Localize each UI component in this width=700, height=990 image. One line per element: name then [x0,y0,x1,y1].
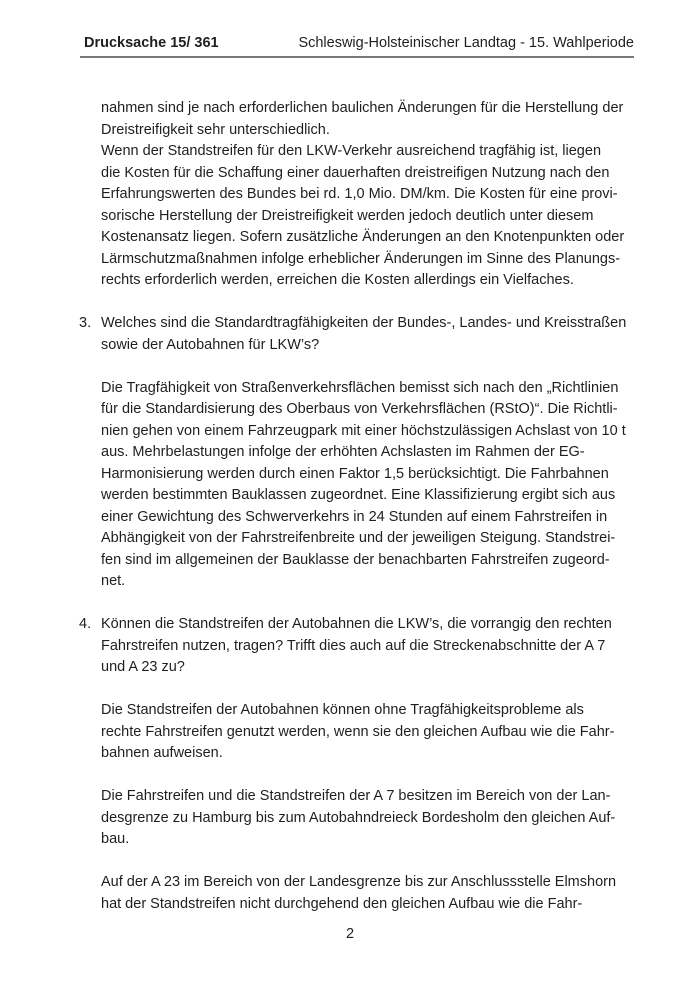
paragraph [101,700,627,765]
paragraph [101,378,627,593]
text-line: Dreistreifigkeit sehr unterschiedlich. [101,121,330,138]
paragraph [101,872,627,915]
text-line: einer Gewichtung des Schwerverkehrs in 24 Stunden auf einem Fahrstreifen in [101,508,608,525]
text-line: sowie der Autobahnen für LKW’s? [101,336,320,353]
text-line: Können die Standstreifen der Autobahnen die LKW’s, die vorrangig den rechten [101,616,612,632]
text-line: Die Fahrstreifen und die Standstreifen der A 7 besitzen im Bereich von der Lan- [101,788,611,804]
text-line: Abhängigkeit von der Fahrstreifenbreite und der jeweiligen Steigung. Standstrei- [101,530,616,546]
text-line: werden bestimmten Bauklassen zugeordnet. Eine Klassifizierung ergibt sich aus [101,487,616,503]
text-line: Lärmschutzmaßnahmen infolge erheblicher Änderungen im Sinne des Planungs- [101,250,621,267]
text-line: Auf der A 23 im Bereich von der Landesgrenze bis zur Anschlussstelle Elmshorn [101,874,617,890]
paragraph [101,98,627,292]
text-line: nien gehen von einem Fahrzeugpark mit einer höchstzulässigen Achslast von 10 t [101,422,626,439]
question-number: 3. [79,315,92,331]
text-line: rechte Fahrstreifen genutzt werden, wenn sie den gleichen Aufbau wie die Fahr- [101,723,615,740]
parliament-title: Schleswig-Holsteinischer Landtag - 15. Wahlperiode [298,35,634,51]
text-line: Wenn der Standstreifen für den LKW-Verkehr ausreichend tragfähig ist, liegen [101,143,602,159]
text-line: rechts erforderlich werden, erreichen die Kosten allerdings ein Vielfaches. [101,272,574,288]
question-item [79,614,627,679]
text-line: bau. [101,831,130,847]
text-line: hat der Standstreifen nicht durchgehend den gleichen Aufbau wie die Fahr- [101,895,583,912]
text-line: und A 23 zu? [101,659,185,675]
text-line: Fahrstreifen nutzen, tragen? Trifft dies auch auf die Streckenabschnitte der A 7 [101,637,606,654]
text-line: Die Standstreifen der Autobahnen können ohne Tragfähigkeitsprobleme als [101,702,584,718]
text-line: Die Tragfähigkeit von Straßenverkehrsflächen bemisst sich nach den „Richtlinien [101,379,619,396]
page-number: 2 [345,926,355,942]
text-line: die Kosten für die Schaffung einer dauerhaften dreistreifigen Nutzung nach den [101,164,610,181]
text-line: bahnen aufweisen. [101,745,223,761]
text-line: net. [101,573,126,589]
question-number: 4. [79,616,92,632]
text-line: desgrenze zu Hamburg bis zum Autobahndreieck Bordesholm den gleichen Auf- [101,809,616,826]
paragraph [101,786,627,851]
text-line: Welches sind die Standardtragfähigkeiten der Bundes-, Landes- und Kreisstraßen [101,315,627,331]
question-item [79,313,627,356]
question-text [101,614,612,679]
text-line: sorische Herstellung der Dreistreifigkeit werden jedoch deutlich unter diesem [101,207,594,224]
text-line: Kostenansatz liegen. Sofern zusätzliche Änderungen an den Knotenpunkten oder [101,229,625,245]
text-line: nahmen sind je nach erforderlichen baulichen Änderungen für die Herstellung der [101,100,624,116]
document-header [84,35,634,51]
question-text [101,313,626,356]
text-line: Erfahrungswerten des Bundes bei rd. 1,0 Mio. DM/km. Die Kosten für eine provi- [101,186,618,202]
document-body [79,98,627,915]
text-line: für die Standardisierung des Oberbaus von Verkehrsflächen (RStO)“. Die Richtli- [101,401,618,417]
header-divider [80,56,634,58]
text-line: Harmonisierung werden durch einen Faktor 1,5 berücksichtigt. Die Fahrbahnen [101,465,609,482]
text-line: aus. Mehrbelastungen infolge der erhöhten Achslasten im Rahmen der EG- [101,444,585,460]
document-number: Drucksache 15/ 361 [84,35,219,51]
text-line: fen sind im allgemeinen der Bauklasse der benachbarten Fahrstreifen zugeord- [101,551,610,568]
